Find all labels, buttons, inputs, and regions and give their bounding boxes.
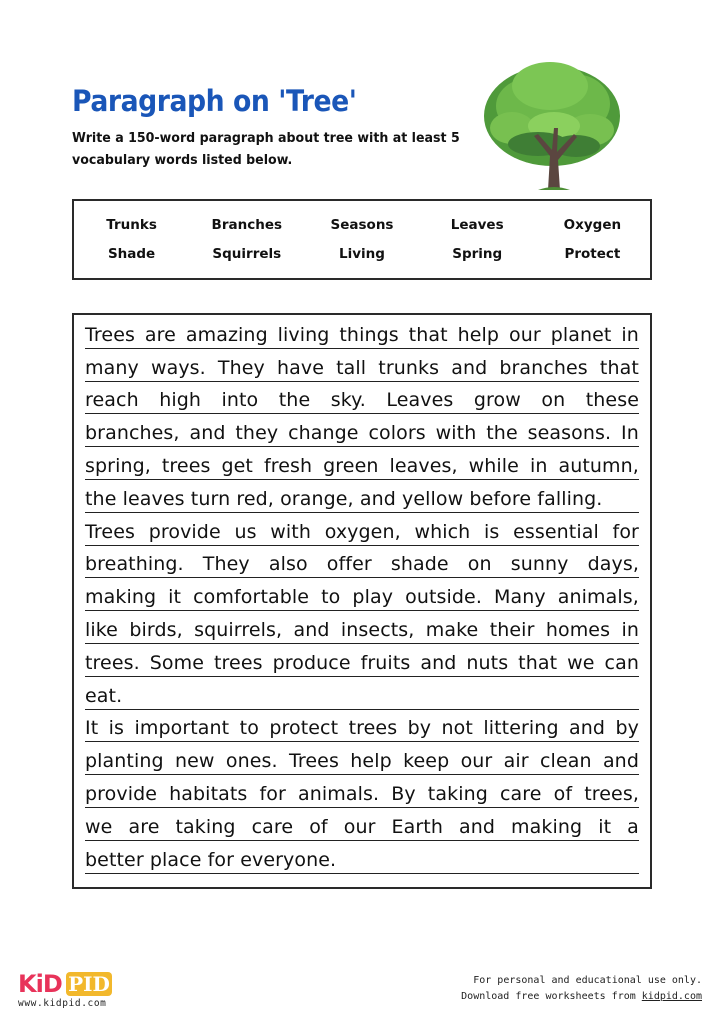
paragraph-word: to [239,717,259,740]
paragraph-word: They [217,356,265,379]
paragraph-line [85,775,639,808]
paragraph-word: these [585,389,639,412]
paragraph-word: clean [540,750,592,773]
paragraph-word: animals, [557,586,639,609]
paragraph-line [85,578,639,611]
paragraph-word: and [569,717,606,740]
paragraph-word: on [541,389,566,412]
paragraph-word: also [268,553,308,576]
paragraph-word: Trees [288,750,339,773]
paragraph-word: on [467,553,492,576]
paragraph-word: our [509,323,541,346]
footer-download-line [461,989,702,1005]
paragraph-word: By [391,782,416,805]
paragraph-word: in [621,323,639,346]
paragraph-word: comfortable [193,586,310,609]
paragraph-word: sunny [510,553,569,576]
paragraph-line [85,611,639,644]
paragraph-line [85,349,639,382]
paragraph-line [85,546,639,579]
paragraph-word: the [486,422,518,445]
paragraph-word: we [85,815,113,838]
paragraph-word: fruits [360,651,411,674]
footer-note [461,973,702,1005]
paragraph-line [85,710,639,743]
paragraph-word: have [276,356,325,379]
paragraph-word: for [259,782,286,805]
paragraph-word: can [604,651,639,674]
tree-illustration [478,56,626,192]
paragraph-word: branches [499,356,588,379]
paragraph-word: trees, [584,782,639,805]
paragraph-word: provide [148,520,221,543]
paragraph-word: of [553,782,573,805]
paragraph-word: trees [214,651,263,674]
paragraph-word: the [278,389,311,412]
paragraph-word: planet [550,323,612,346]
paragraph-word: Some [149,651,205,674]
paragraph-line [85,841,639,874]
paragraph-word: making [85,586,157,609]
paragraph-word: outside. [405,586,482,609]
logo-pid-badge: PID [66,972,112,996]
vocab-word: Squirrels [212,246,282,263]
paragraph-word: squirrels, [194,618,283,641]
paragraph-word: make [425,618,479,641]
paragraph-word: insects, [340,618,415,641]
paragraph-word: Earth [391,815,443,838]
paragraph-word: green [323,454,379,477]
paragraph-word: and [293,618,330,641]
paragraph-word: we [567,651,595,674]
paragraph-word: with [435,422,477,445]
paragraph-word: for [612,520,639,543]
vocab-word: Spring [452,246,503,263]
paragraph-word: are [128,815,160,838]
paragraph-word: autumn, [558,454,639,477]
paragraph-word: trees [161,454,211,477]
vocab-word: Leaves [450,216,504,233]
paragraph-word: fresh [263,454,313,477]
paragraph-word: it [168,586,182,609]
vocabulary-box [72,199,652,280]
paragraph-word: care [499,782,542,805]
paragraph-line [85,447,639,480]
paragraph-word: it [598,815,612,838]
kidpid-logo [18,970,118,1010]
paragraph-word: a [627,815,639,838]
paragraph-word: our [460,750,493,773]
paragraph-word: colors [368,422,426,445]
logo-kid-text: KiD [18,970,62,998]
paragraph-word: many [85,356,139,379]
paragraph-word: and [420,651,457,674]
instructions: Write a 150-word paragraph about tree with at least 5 vocabulary words listed below. [72,131,460,168]
paragraph-box [72,313,652,889]
paragraph-word: taking [427,782,488,805]
paragraph-word: and [602,750,639,773]
paragraph-word: ways. [150,356,206,379]
kidpid-link[interactable]: kidpid.com [641,991,702,1002]
paragraph-word: reach [85,389,139,412]
paragraph-word: they [235,422,279,445]
paragraph-word: by [615,717,639,740]
paragraph-word: days, [587,553,639,576]
paragraph-line [85,742,639,775]
paragraph-word: their [489,618,535,641]
paragraph-text [85,315,639,874]
paragraph-word: tall [336,356,367,379]
paragraph-word: Many [494,586,546,609]
paragraph-word: keep [403,750,450,773]
paragraph-word: new [174,750,215,773]
vocab-word: Branches [211,216,283,233]
paragraph-word: that [518,651,558,674]
paragraph-word: living [277,323,330,346]
paragraph-word: help [457,323,500,346]
paragraph-line [85,414,639,447]
paragraph-word: Trees [85,520,135,543]
paragraph-word: care [251,815,294,838]
paragraph-word: seasons. [527,422,612,445]
paragraph-word: help [350,750,392,773]
paragraph-word: things [339,323,399,346]
paragraph-word: spring, [85,454,151,477]
paragraph-word: get [221,454,253,477]
paragraph-word: planting [85,750,164,773]
paragraph-line-text: eat. [85,684,123,707]
paragraph-word: littering [483,717,559,740]
paragraph-word: play [352,586,394,609]
paragraph-line [85,316,639,349]
paragraph-line [85,382,639,415]
paragraph-word: that [599,356,639,379]
paragraph-word: offer [326,553,372,576]
paragraph-word: branches, [85,422,180,445]
vocab-word: Seasons [330,216,394,233]
paragraph-word: produce [272,651,351,674]
paragraph-word: breathing. [85,553,184,576]
paragraph-word: is [108,717,125,740]
paragraph-word: sky. [330,389,366,412]
paragraph-word: that [408,323,448,346]
paragraph-word: important [134,717,230,740]
paragraph-word: air [503,750,529,773]
paragraph-word: and [458,815,496,838]
paragraph-word: change [288,422,359,445]
paragraph-word: habitats [169,782,248,805]
paragraph-word: like [85,618,118,641]
paragraph-word: high [159,389,202,412]
paragraph-word: birds, [129,618,183,641]
vocab-word: Trunks [106,216,157,233]
paragraph-word: provide [85,782,158,805]
paragraph-word: in [621,618,639,641]
paragraph-word: us [234,520,257,543]
paragraph-word: to [321,586,341,609]
footer-download-prefix: Download free worksheets from [461,991,642,1002]
vocab-word: Oxygen [563,216,622,233]
page-title: Paragraph on 'Tree' [72,84,357,118]
paragraph-line [85,644,639,677]
footer-usage-line: For personal and educational use only. [473,975,702,986]
vocab-word: Living [339,246,385,263]
paragraph-word: while [468,454,519,477]
paragraph-word: It [85,717,99,740]
paragraph-word: and [189,422,226,445]
paragraph-word: by [407,717,432,740]
paragraph-word: and [451,356,488,379]
logo-url: www.kidpid.com [18,998,107,1009]
paragraph-word: our [343,815,376,838]
paragraph-word: amazing [185,323,268,346]
paragraph-word: is [483,520,500,543]
paragraph-line-text: the leaves turn red, orange, and yellow before falling. [85,487,603,510]
paragraph-word: Leaves [386,389,454,412]
paragraph-word: shade [390,553,449,576]
paragraph-word: homes [545,618,611,641]
paragraph-line [85,808,639,841]
paragraph-line-text: better place for everyone. [85,848,337,871]
paragraph-word: trees. [85,651,140,674]
paragraph-word: in [529,454,548,477]
paragraph-line [85,480,639,513]
paragraph-word: taking [175,815,236,838]
paragraph-word: into [221,389,259,412]
paragraph-word: grow [473,389,521,412]
paragraph-line [85,677,639,710]
paragraph-word: They [202,553,250,576]
vocab-word: Protect [564,246,621,263]
paragraph-word: nuts [466,651,509,674]
paragraph-word: protect [269,717,339,740]
paragraph-word: essential [513,520,599,543]
paragraph-word: trees [348,717,398,740]
paragraph-word: of [309,815,328,838]
paragraph-line [85,513,639,546]
paragraph-word: Trees [85,323,135,346]
paragraph-word: are [144,323,176,346]
paragraph-word: oxygen, [324,520,401,543]
paragraph-word: ones. [225,750,278,773]
paragraph-word: leaves, [389,454,458,477]
vocab-word: Shade [107,246,156,263]
paragraph-word: with [270,520,311,543]
paragraph-word: In [621,422,639,445]
paragraph-word: trunks [378,356,440,379]
paragraph-word: not [441,717,473,740]
paragraph-word: making [511,815,583,838]
paragraph-word: animals. [298,782,380,805]
paragraph-word: which [414,520,471,543]
